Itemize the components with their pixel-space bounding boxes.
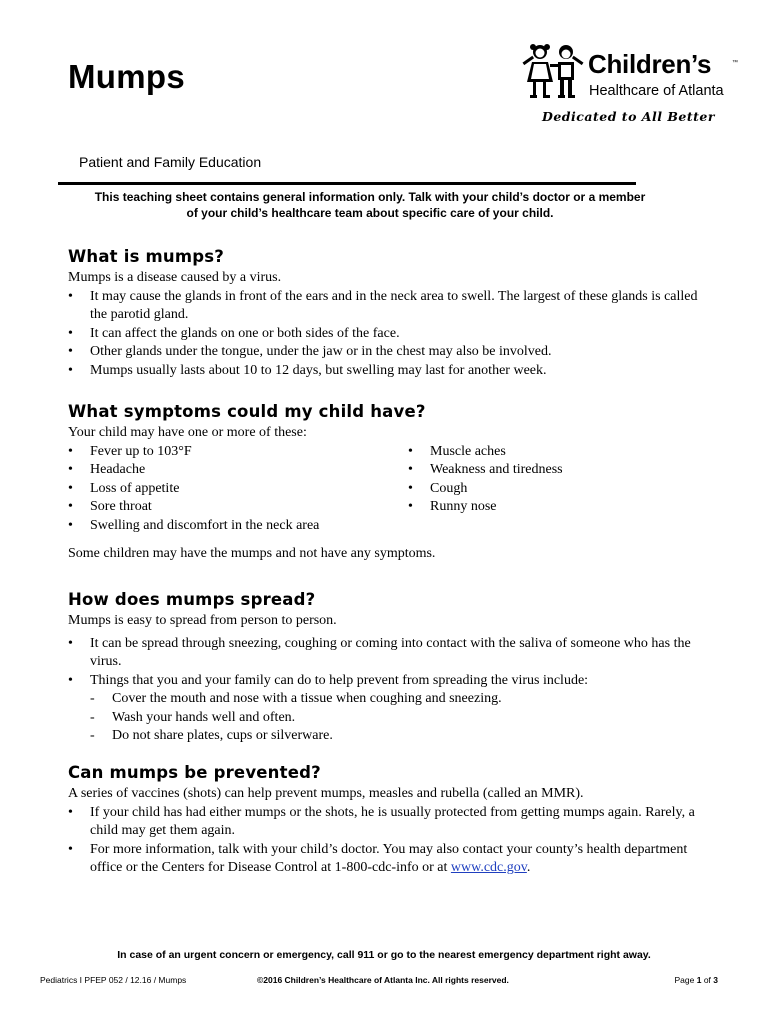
symptom-list-right xyxy=(408,443,708,536)
dash-list xyxy=(68,690,718,746)
section-spread xyxy=(68,590,718,746)
symptom-columns xyxy=(68,443,718,536)
bullet-list xyxy=(68,288,718,381)
list-item: • Headache xyxy=(68,461,408,480)
childrens-healthcare-logo xyxy=(520,40,740,130)
logo-trademark: ™ xyxy=(732,60,738,66)
list-item: • Loss of appetite xyxy=(68,480,408,499)
list-item: • Sore throat xyxy=(68,498,408,517)
footer-doc-id: Pediatrics I PFEP 052 / 12.16 / Mumps xyxy=(40,975,187,985)
list-item: - Do not share plates, cups or silverware. xyxy=(68,727,718,746)
bullet-list xyxy=(68,804,718,878)
list-item: • Weakness and tiredness xyxy=(408,461,708,480)
list-item: • Cough xyxy=(408,480,708,499)
list-item: • Muscle aches xyxy=(408,443,708,462)
disclaimer-text: This teaching sheet contains general information only. Talk with your child’s doctor or a member of your child’s healthcare team about specific care of your child. xyxy=(94,190,646,220)
section-prevention xyxy=(68,763,718,878)
section-symptoms xyxy=(68,402,718,564)
list-item: - Cover the mouth and nose with a tissue when coughing and sneezing. xyxy=(68,690,718,709)
list-item: • It can be spread through sneezing, coughing or coming into contact with the saliva of someone who has the virus. xyxy=(68,635,718,672)
page-title: Mumps xyxy=(68,58,185,95)
bullet-list xyxy=(68,635,718,691)
list-item: • Things that you and your family can do to help prevent from spreading the virus include: xyxy=(68,672,718,691)
list-item: - Wash your hands well and often. xyxy=(68,709,718,728)
list-item-text: For more information, talk with your child’s doctor. You may also contact your county’s health department office or the Centers for Disease Control at 1-800-cdc-info or at xyxy=(90,841,688,875)
section-intro: Mumps is a disease caused by a virus. xyxy=(68,270,282,285)
list-item: • It may cause the glands in front of the ears and in the neck area to swell. The largest of these glands is called the parotid gland. xyxy=(68,288,718,325)
list-item: • It can affect the glands on one or both sides of the face. xyxy=(68,325,718,344)
footer-copyright: ©2016 Children’s Healthcare of Atlanta Inc. All rights reserved. xyxy=(257,975,509,985)
logo-subtitle: Healthcare of Atlanta xyxy=(589,83,724,99)
logo-tagline: Dedicated to All Better xyxy=(542,109,715,124)
cdc-website-link[interactable]: www.cdc.gov xyxy=(450,860,527,875)
page-total: 3 xyxy=(713,975,718,985)
list-item: • Other glands under the tongue, under the jaw or in the chest may also be involved. xyxy=(68,343,718,362)
section-heading: What is mumps? xyxy=(68,247,225,266)
logo-name: Children’s xyxy=(588,49,712,79)
list-item: • Swelling and discomfort in the neck area xyxy=(68,517,408,536)
page-label: Page xyxy=(674,975,697,985)
section-what-is-mumps xyxy=(68,247,718,380)
section-heading: Can mumps be prevented? xyxy=(68,763,321,782)
urgent-notice: In case of an urgent concern or emergency, call 911 or go to the nearest emergency department right away. xyxy=(117,949,651,961)
document-subtitle: Patient and Family Education xyxy=(79,154,262,170)
list-item: • Fever up to 103°F xyxy=(68,443,408,462)
list-item: • If your child has had either mumps or the shots, he is usually protected from getting mumps again. Rarely, a child may get them again. xyxy=(68,804,718,841)
symptom-list-left xyxy=(68,443,408,536)
section-heading: What symptoms could my child have? xyxy=(68,402,426,421)
list-item xyxy=(68,841,718,878)
footer-page-number xyxy=(675,975,719,985)
list-item-text-end: . xyxy=(526,860,531,875)
page-of: of xyxy=(701,975,714,985)
header-divider xyxy=(58,182,636,185)
section-note: Some children may have the mumps and not have any symptoms. xyxy=(68,546,436,561)
children-figures-icon xyxy=(520,42,586,104)
list-item: • Mumps usually lasts about 10 to 12 days, but swelling may last for another week. xyxy=(68,362,718,381)
section-intro: Your child may have one or more of these: xyxy=(68,425,307,440)
page-current: 1 xyxy=(696,975,702,985)
list-item: • Runny nose xyxy=(408,498,708,517)
section-intro: Mumps is easy to spread from person to person. xyxy=(68,613,337,628)
section-heading: How does mumps spread? xyxy=(68,590,316,609)
section-intro: A series of vaccines (shots) can help prevent mumps, measles and rubella (called an MMR). xyxy=(68,786,584,801)
